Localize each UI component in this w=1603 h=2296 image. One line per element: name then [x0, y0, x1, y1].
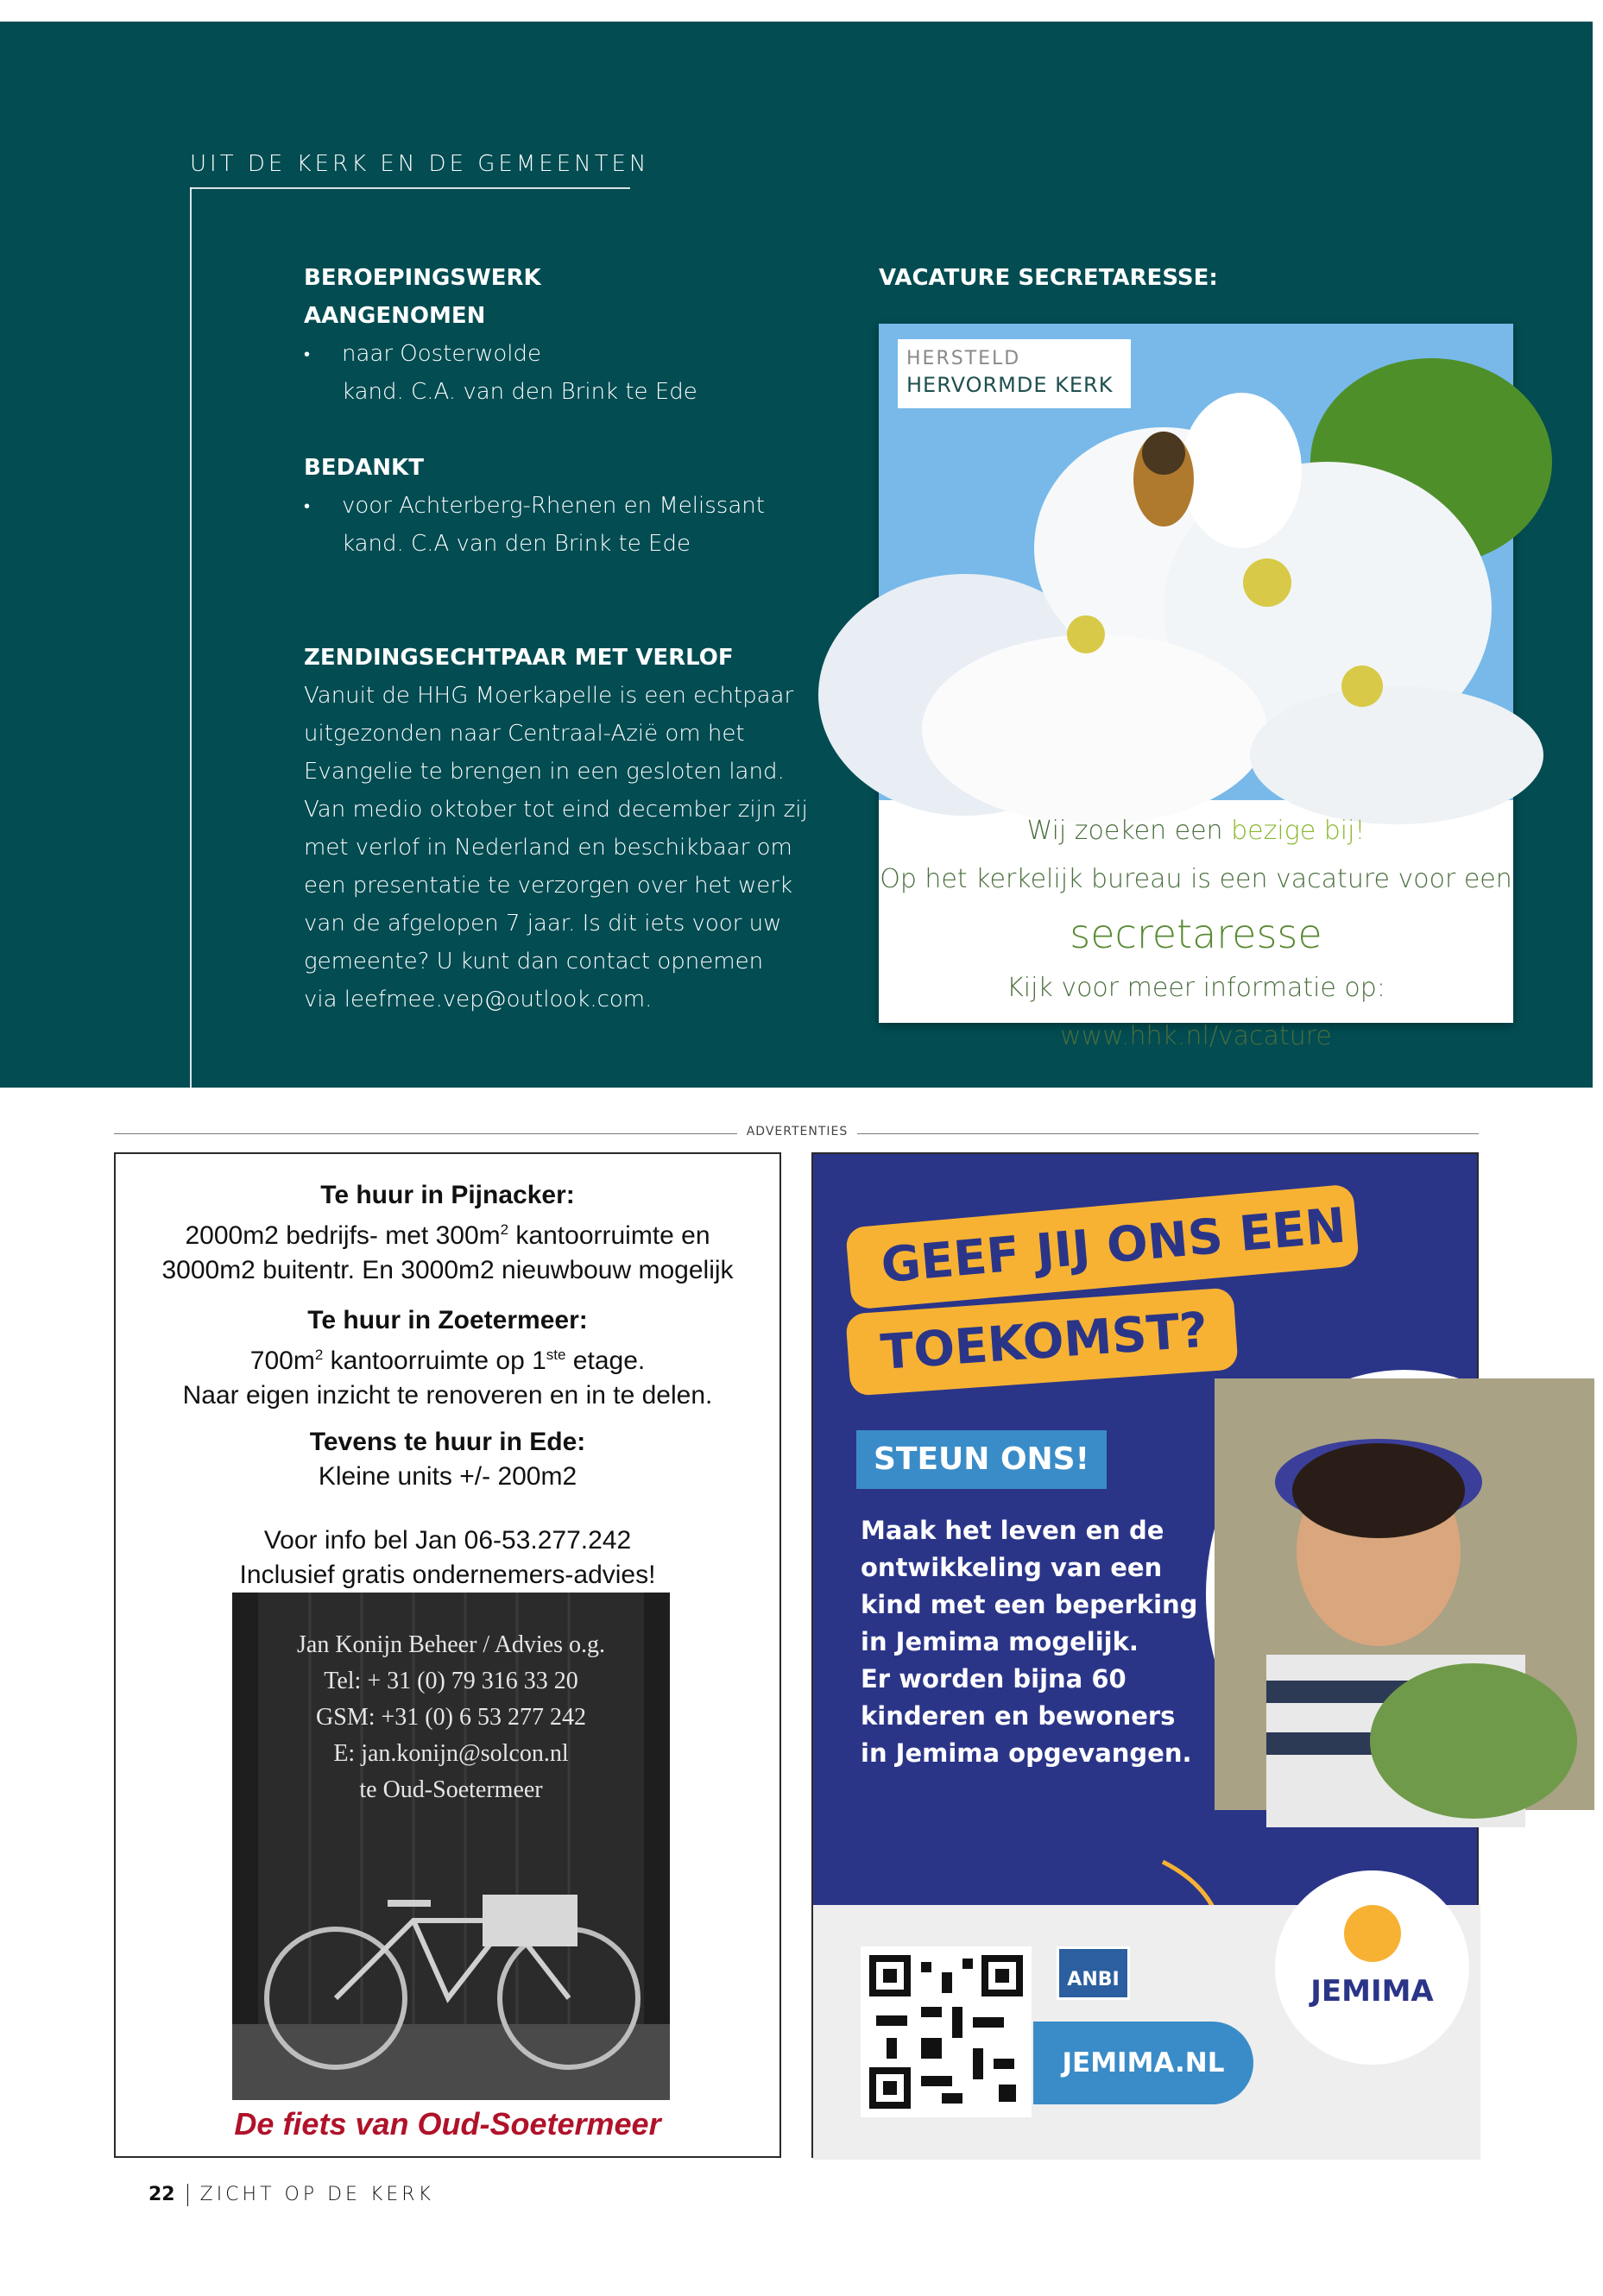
- zoetermeer-line1: [116, 1338, 779, 1378]
- hhk-logo-line1: HERSTELD: [906, 348, 1021, 369]
- sup: 2: [314, 1347, 324, 1363]
- zending-line: Van medio oktober tot eind december zijn zij: [304, 797, 808, 823]
- bedankt-name: kand. C.A van den Brink te Ede: [342, 531, 691, 557]
- bedankt-heading: BEDANKT: [304, 455, 424, 481]
- hhk-logo-line2: HERVORMDE KERK: [906, 373, 1114, 397]
- steun-button[interactable]: STEUN ONS!: [856, 1430, 1107, 1489]
- body-line: Maak het leven en de: [861, 1516, 1164, 1545]
- aangenomen-name: kand. C.A. van den Brink te Ede: [342, 379, 697, 405]
- beroepingswerk-heading: BEROEPINGSWERK: [304, 265, 541, 291]
- jemima-logo: [1275, 1870, 1469, 2065]
- page-number: 22: [148, 2184, 175, 2205]
- photo-line: Jan Konijn Beheer / Advies o.g.: [297, 1631, 605, 1658]
- body-line: kinderen en bewoners: [861, 1701, 1176, 1731]
- pijnacker-line1: [116, 1213, 779, 1253]
- child-photo: [1206, 1370, 1603, 1819]
- vacature-heading: VACATURE SECRETARESSE:: [879, 265, 1218, 291]
- zoetermeer-line2: Naar eigen inzicht te renoveren en in te delen.: [182, 1381, 713, 1410]
- jemima-body: [861, 1512, 1206, 1772]
- photo-contact: [232, 1627, 670, 1808]
- zoetermeer-heading: Te huur in Zoetermeer:: [307, 1306, 588, 1334]
- bedankt-item: • voor Achterberg-Rhenen en Melissant: [304, 487, 822, 525]
- zending-heading: ZENDINGSECHTPAAR MET VERLOF: [304, 645, 734, 671]
- zending-line: een presentatie te verzorgen over het werk: [304, 873, 793, 899]
- zending-line: van de afgelopen 7 jaar. Is dit iets voor uw: [304, 911, 782, 937]
- zending-line: Vanuit de HHG Moerkapelle is een echtpaar: [304, 683, 794, 709]
- banner-line2: TOEKOMST?: [845, 1287, 1239, 1396]
- zoetermeer-block: [116, 1303, 779, 1413]
- sup: ste: [546, 1347, 566, 1363]
- photo-line: E: jan.konijn@solcon.nl: [333, 1740, 569, 1767]
- blossom-photo: [879, 324, 1513, 800]
- ede-block: [116, 1425, 779, 1494]
- section-label: UIT DE KERK EN DE GEMEENTEN: [190, 151, 650, 177]
- adverts-label: ADVERTENTIES: [746, 1125, 849, 1139]
- child-illustration: [1215, 1378, 1594, 1810]
- zending-line: Evangelie te brengen in een gesloten land.: [304, 759, 785, 785]
- section-vertical-line: [190, 187, 192, 1088]
- section-rule: [190, 187, 630, 189]
- zending-line: gemeente? U kunt dan contact opnemen: [304, 949, 764, 975]
- zoetermeer-line1-b: kantoorruimte op 1: [323, 1347, 546, 1375]
- zoetermeer-line1-c: etage.: [565, 1347, 646, 1375]
- pijnacker-heading: Te huur in Pijnacker:: [320, 1181, 575, 1209]
- pijnacker-line1-b: kantoorruimte en: [508, 1221, 710, 1250]
- hhk-logo: [898, 339, 1131, 408]
- body-line: in Jemima opgevangen.: [861, 1738, 1192, 1768]
- photo-line: te Oud-Soetermeer: [359, 1776, 543, 1803]
- aangenomen-heading: AANGENOMEN: [304, 303, 486, 329]
- vacature-card: [879, 324, 1513, 1051]
- qr-code-icon[interactable]: [861, 1946, 1032, 2117]
- page-footer: [148, 2184, 434, 2206]
- zoetermeer-line1-a: 700m: [249, 1347, 315, 1375]
- rental-advert: [114, 1152, 781, 2158]
- ede-heading: Tevens te huur in Ede:: [309, 1428, 586, 1456]
- jemima-url[interactable]: JEMIMA.NL: [1033, 2022, 1253, 2104]
- jemima-logo-icon: [1344, 1905, 1401, 1962]
- info-line1: Voor info bel Jan 06-53.277.242: [263, 1526, 632, 1555]
- aangenomen-item: • naar Oosterwolde: [304, 335, 822, 373]
- jemima-advert: [811, 1152, 1479, 2158]
- photo-line: GSM: +31 (0) 6 53 277 242: [316, 1704, 586, 1731]
- body-line: ontwikkeling van een: [861, 1553, 1163, 1582]
- adverts-rule-left: [114, 1133, 737, 1134]
- anbi-badge: ANBI: [1057, 1946, 1130, 2000]
- adverts-rule-right: [857, 1133, 1479, 1134]
- pijnacker-line1-a: 2000m2 bedrijfs- met 300m: [185, 1221, 501, 1250]
- ede-line: Kleine units +/- 200m2: [318, 1462, 577, 1491]
- banner-line1: GEEF JIJ ONS EEN: [845, 1183, 1360, 1309]
- vacature-link[interactable]: Kijk voor meer informatie op: www.hhk.nl/vacature: [1007, 973, 1385, 1051]
- body-line: Er worden bijna 60: [861, 1664, 1127, 1694]
- pijnacker-line2: 3000m2 buitentr. En 3000m2 nieuwbouw mogelijk: [161, 1256, 734, 1284]
- footer-separator: [187, 2184, 188, 2206]
- photo-caption: De fiets van Oud-Soetermeer: [234, 2106, 661, 2141]
- zending-line-email[interactable]: via leefmee.vep@outlook.com.: [304, 987, 653, 1012]
- info-block: [116, 1523, 779, 1593]
- info-line2: Inclusief gratis ondernemers-advies!: [239, 1561, 656, 1589]
- vacature-line1: [879, 807, 1513, 855]
- body-line: in Jemima mogelijk.: [861, 1627, 1139, 1656]
- body-line: kind met een beperking: [861, 1590, 1198, 1619]
- zending-line: met verlof in Nederland en beschikbaar om: [304, 835, 792, 861]
- sup: 2: [500, 1221, 509, 1238]
- news-column: [304, 259, 822, 1019]
- vacature-text: [879, 807, 1513, 1061]
- vacature-line1-highlight: bezige bij!: [1231, 816, 1366, 846]
- pijnacker-block: [116, 1178, 779, 1288]
- magazine-name: ZICHT OP DE KERK: [199, 2184, 434, 2205]
- vacature-title: secretaresse: [1070, 911, 1322, 957]
- photo-line: Tel: + 31 (0) 79 316 33 20: [324, 1668, 578, 1694]
- vacature-line2: Op het kerkelijk bureau is een vacature voor een: [880, 864, 1512, 894]
- qr-code-graphic: [869, 1955, 1023, 2109]
- vacature-line1-a: Wij zoeken een: [1026, 816, 1232, 846]
- bicycle-photo: [232, 1593, 670, 2100]
- jemima-logo-word: JEMIMA: [1310, 1974, 1434, 2009]
- zending-line: uitgezonden naar Centraal-Azië om het: [304, 721, 745, 747]
